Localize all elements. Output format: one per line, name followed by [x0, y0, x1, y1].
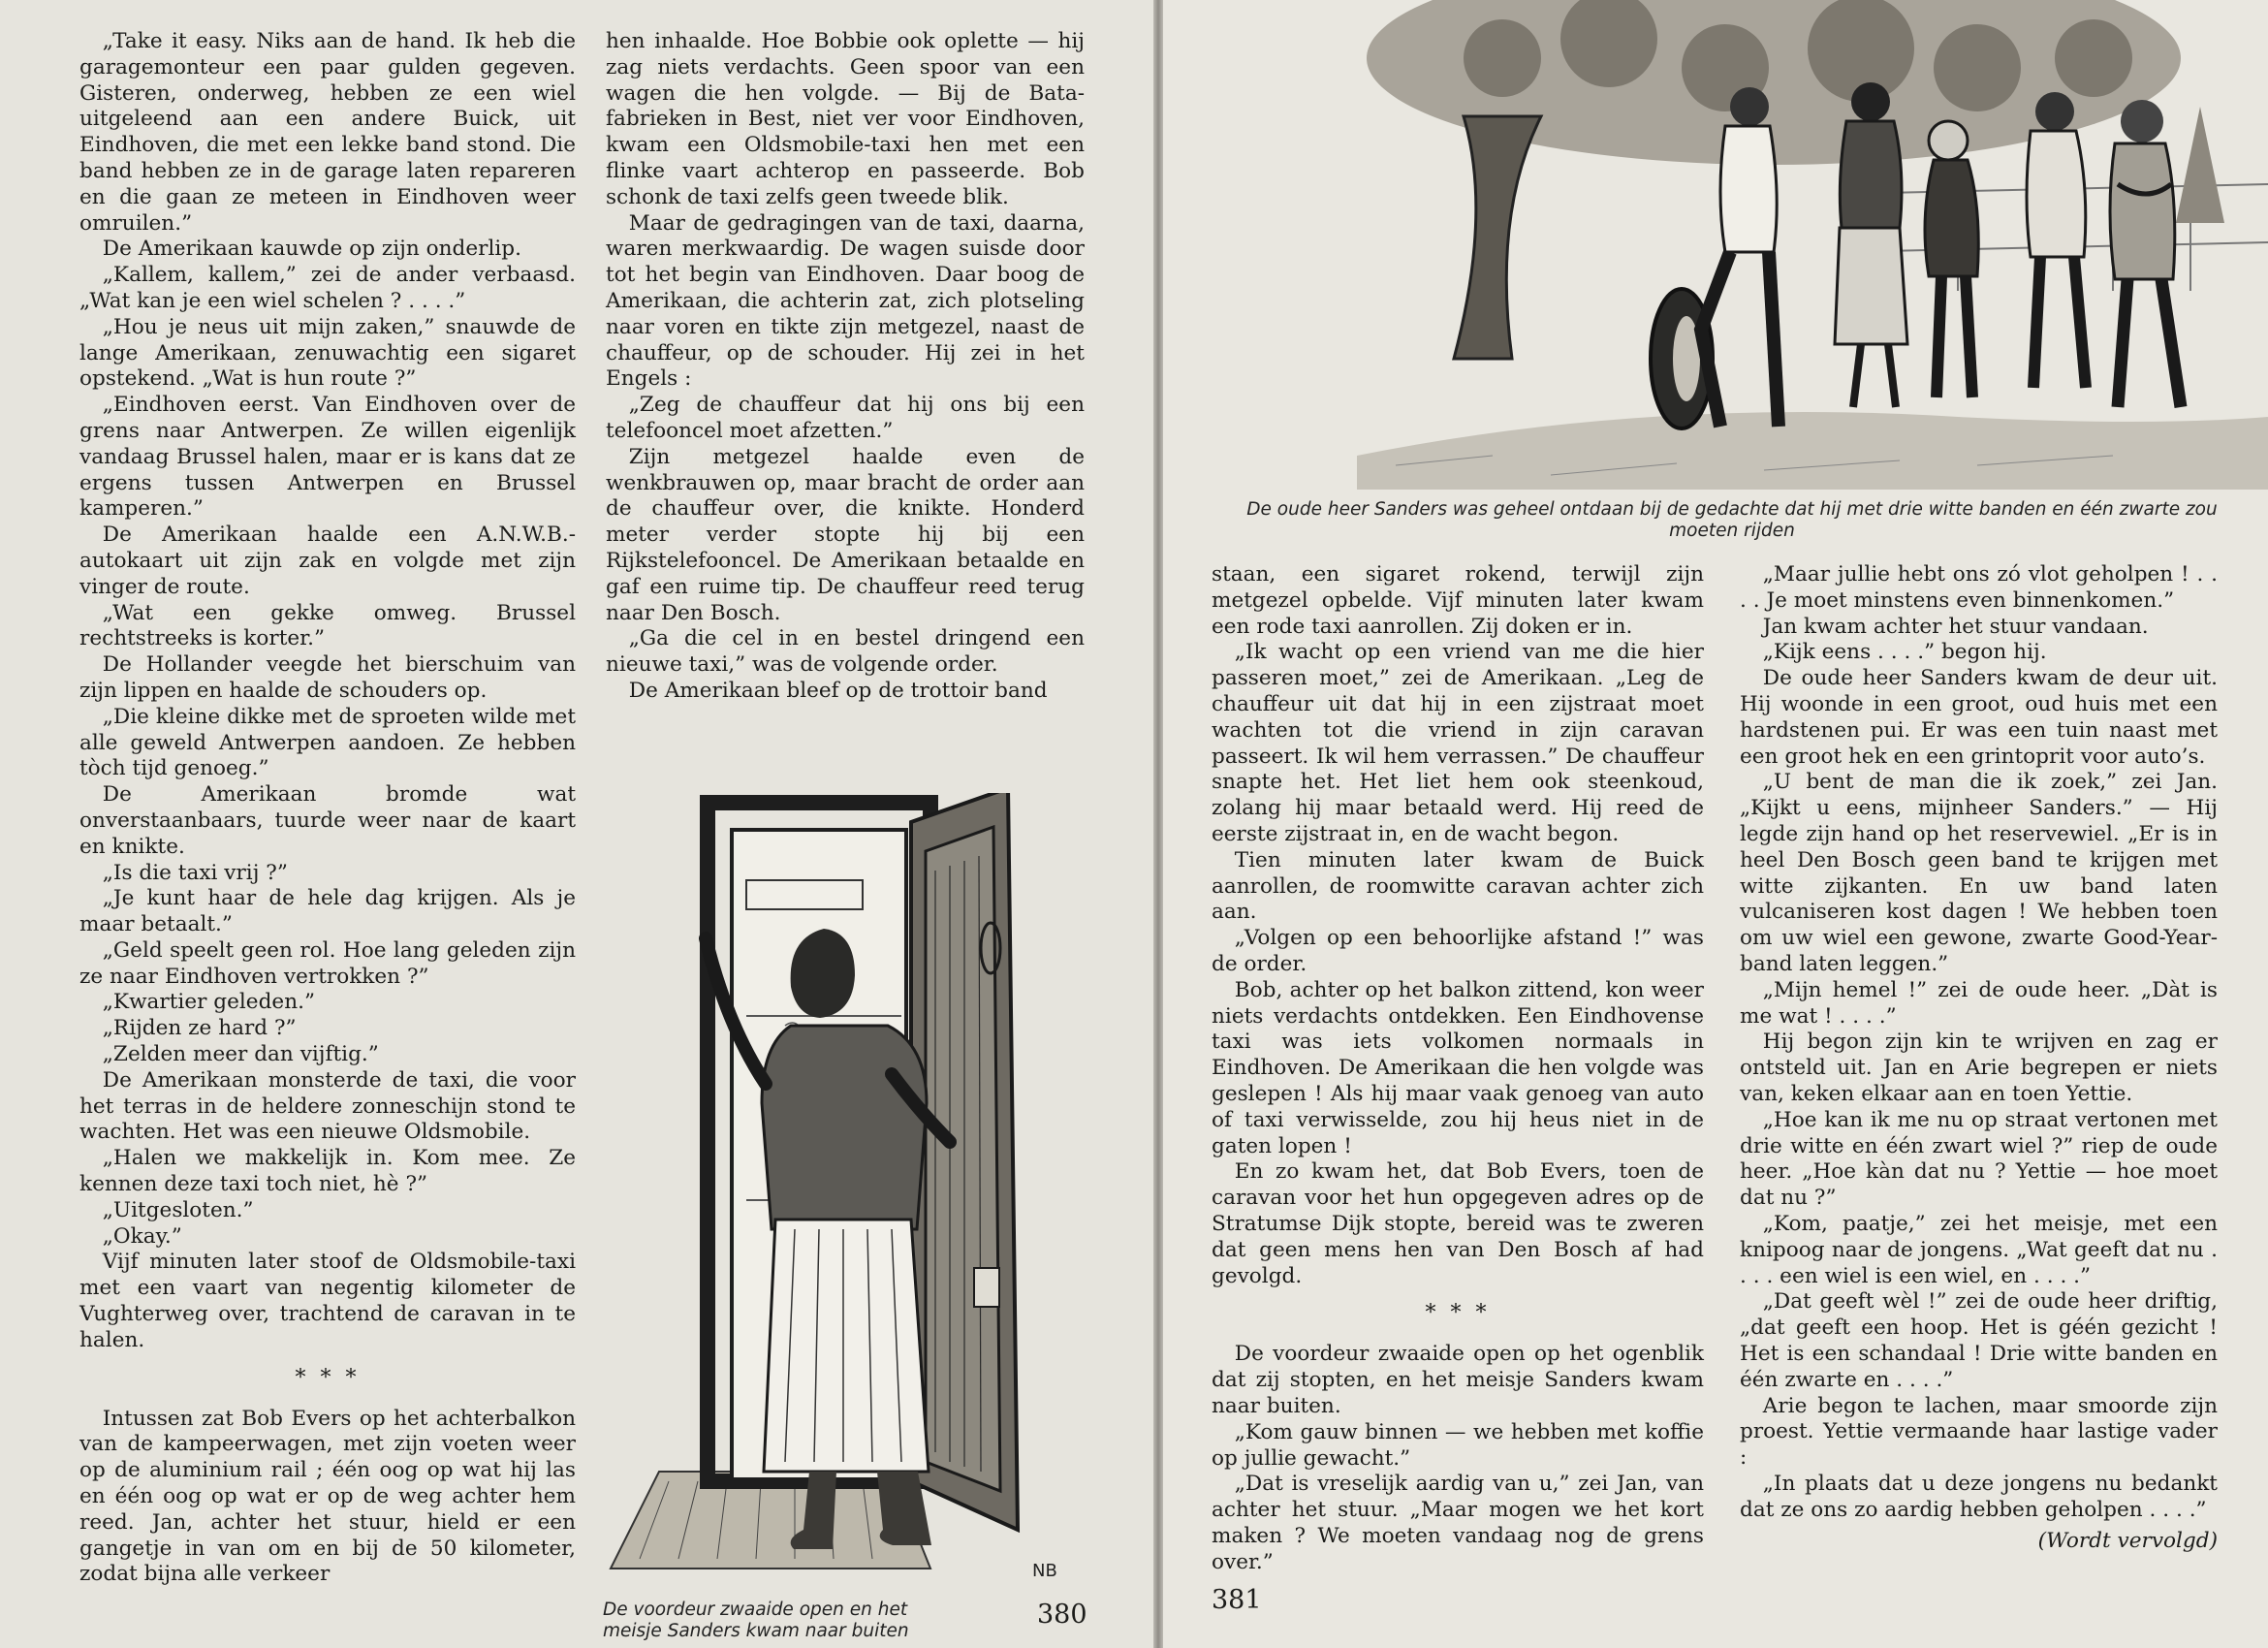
section-break: * * *: [295, 1365, 361, 1390]
paragraph: „Hoe kan ik me nu op straat vertonen met drie witte en één zwart wiel ?” riep de oude heer. „Hoe kàn dat nu ? Yettie — hoe moet dat nu ?”: [1740, 1107, 2218, 1211]
book-gutter: [1153, 0, 1163, 1648]
paragraph: De Amerikaan kauwde op zijn onderlip.: [102, 237, 521, 262]
continued-note: (Wordt vervolgd): [2037, 1529, 2218, 1554]
paragraph: Zijn metgezel haalde even de wenkbrauwen op, maar bracht de order aan de chauffeur over, die knikte. Honderd meter verder stopte hij bij een Rijkstelefooncel. De Amerikaan betaalde en gaf een ruime tip. De chauffeur reed terug naar Den Bosch.: [606, 444, 1085, 625]
paragraph: „Kwartier geleden.”: [102, 990, 315, 1015]
left-column-1: [79, 29, 576, 1588]
page-number-left: 380: [1037, 1600, 1087, 1630]
paragraph: „Eindhoven eerst. Van Eindhoven over de grens naar Antwerpen. Ze willen eigenlijk vandaag Brussel halen, maar er is kans dat ze ergens tussen Antwerpen en Brussel kamperen.”: [79, 393, 576, 522]
paragraph: Vijf minuten later stoof de Oldsmobile-taxi met een vaart van negentig kilometer de Vughterweg over, trachtend de caravan in te halen.: [79, 1250, 576, 1352]
paragraph: Arie begon te lachen, maar smoorde zijn proest. Yettie vermaande haar lastige vader :: [1740, 1393, 2218, 1471]
right-column-1-paragraphs: [1212, 562, 1704, 1289]
paragraph: De Amerikaan haalde een A.N.W.B.-autokaart uit zijn zak en volgde met zijn vinger de route.: [79, 523, 576, 599]
paragraph: „Kom gauw binnen — we hebben met koffie op jullie gewacht.”: [1212, 1419, 1704, 1471]
right-illustration-caption: De oude heer Sanders was geheel ontdaan bij de gedachte dat hij met drie witte banden en één zwarte zou moeten rijden: [1246, 499, 2218, 541]
paragraph: De voordeur zwaaide open op het ogenblik dat zij stopten, en het meisje Sanders kwam naar buiten.: [1212, 1342, 1704, 1418]
paragraph: „Hou je neus uit mijn zaken,” snauwde de lange Amerikaan, zenuwachtig een sigaret opstekend. „Wat is hun route ?”: [79, 314, 576, 392]
paragraph: „Kom, paatje,” zei het meisje, met een knipoog naar de jongens. „Wat geeft dat nu . . . . een wiel is een wiel, en . . . .”: [1740, 1211, 2218, 1288]
paragraph: „Ik wacht op een vriend van me die hier passeren moet,” zei de Amerikaan. „Leg de chauffeur uit dat hij in een zijstraat moet wachten tot die vriend in zijn caravan passeert. Ik wil hem verrassen.” De chauffeur snapte het. Het liet hem ook steenkoud, zolang hij maar betaald werd. Hij reed de eerste zijstraat in, en de wacht begon.: [1212, 640, 1704, 846]
left-column-1-paragraphs: [79, 29, 576, 1354]
artist-signature: NB: [1032, 1561, 1057, 1581]
paragraph: En zo kwam het, dat Bob Evers, toen de caravan voor het hun opgegeven adres op de Stratumse Dijk stopte, bereid was te zweren dat geen mens hen van Den Bosch af had gevolgd.: [1212, 1159, 1704, 1288]
paragraph: „Die kleine dikke met de sproeten wilde met alle geweld Antwerpen aandoen. Ze hebben tòch tijd genoeg.”: [79, 704, 576, 781]
paragraph: „Okay.”: [102, 1223, 182, 1249]
paragraph: „Je kunt haar de hele dag krijgen. Als je maar betaalt.”: [79, 886, 576, 937]
paragraph: „Zelden meer dan vijftig.”: [102, 1042, 379, 1067]
paragraph: De Amerikaan bromde wat onverstaanbaars, tuurde weer naar de kaart en knikte.: [79, 782, 576, 859]
paragraph: „Kijk eens . . . .” begon hij.: [1762, 640, 2047, 665]
paragraph: „Uitgesloten.”: [102, 1197, 254, 1222]
paragraph: De Hollander veegde het bierschuim van zijn lippen en haalde de schouders op.: [79, 652, 576, 703]
paragraph: hen inhaalde. Hoe Bobbie ook oplette — hij zag niets verdachts. Geen spoor van een wagen die hen volgde. — Bij de Bata-fabrieken in Best, niet ver voor Eindhoven, kwam een Oldsmobile-taxi hen met een flinke vaart achterop en passeerde. Bob schonk de taxi zelfs geen tweede blik.: [606, 29, 1085, 209]
left-column-1-continued: [79, 1407, 576, 1589]
door-illustration: [601, 793, 1086, 1598]
left-column-2-paragraphs: [606, 29, 1085, 705]
page-number-right: 381: [1212, 1585, 1262, 1615]
paragraph: „Dat is vreselijk aardig van u,” zei Jan, van achter het stuur. „Maar mogen we het kort maken ? We moeten vandaag nog de grens over.”: [1212, 1472, 1704, 1574]
paragraph: „Zeg de chauffeur dat hij ons bij een telefooncel moet afzetten.”: [606, 393, 1085, 443]
paragraph: „Wat een gekke omweg. Brussel rechtstreeks is korter.”: [79, 600, 576, 651]
paragraph: „Is die taxi vrij ?”: [102, 860, 288, 885]
paragraph: De Amerikaan monsterde de taxi, die voor het terras in de heldere zonneschijn stond te wachten. Het was een nieuwe Oldsmobile.: [79, 1067, 576, 1145]
paragraph: „Ga die cel in en bestel dringend een nieuwe taxi,” was de volgende order.: [606, 626, 1085, 678]
paragraph: staan, een sigaret rokend, terwijl zijn metgezel opbelde. Vijf minuten later kwam een rode taxi aanrollen. Zij doken er in.: [1212, 562, 1704, 639]
paragraph: „Take it easy. Niks aan de hand. Ik heb die garagemonteur een paar gulden gegeven. Gisteren, onderweg, hebben ze een wiel uitgeleend aan een andere Buick, uit Eindhoven, die met een lekke band stond. Die band hebben ze in de garage laten repareren en die gaan ze meteen in Eindhoven weer omruilen.”: [79, 29, 576, 236]
paragraph: Maar de gedragingen van de taxi, daarna, waren merkwaardig. De wagen suisde door tot het begin van Eindhoven. Daar boog de Amerikaan, die achterin zat, zich plotseling naar voren en tikte zijn metgezel, naast de chauffeur, op de schouder. Hij zei in het Engels :: [606, 210, 1085, 392]
right-column-1-continued: [1212, 1342, 1704, 1575]
paragraph: „Rijden ze hard ?”: [102, 1016, 297, 1041]
left-illustration-caption: De voordeur zwaaide open en het meisje Sanders kwam naar buiten: [603, 1600, 909, 1641]
paragraph: De Amerikaan bleef op de trottoir band: [628, 678, 1048, 703]
right-page: [1163, 0, 2268, 1648]
right-column-1: [1212, 562, 1704, 1575]
tree-group-illustration: [1357, 0, 2268, 490]
left-column-2: [606, 29, 1085, 705]
paragraph: De oude heer Sanders kwam de deur uit. Hij woonde in een groot, oud huis met een hardstenen pui. Er was een tuin naast met een groot hek en een grintoprit voor auto’s.: [1740, 666, 2218, 769]
paragraph: Intussen zat Bob Evers op het achterbalkon van de kampeerwagen, met zijn voeten weer op de aluminium rail ; één oog op wat hij las en één oog op wat er op de weg achter hem reed. Jan, achter het stuur, hield er een gangetje in van om en bij de 50 kilometer, zodat bijna alle verkeer: [79, 1406, 576, 1587]
paragraph: „Kallem, kallem,” zei de ander verbaasd. „Wat kan je een wiel schelen ? . . . .”: [79, 263, 576, 313]
paragraph: „In plaats dat u deze jongens nu bedankt dat ze ons zo aardig hebben geholpen . . . .”: [1740, 1471, 2218, 1522]
paragraph: Bob, achter op het balkon zittend, kon weer niets verdachts ontdekken. Een Eindhovense taxi was iets volkomen normaals in Eindhoven. De Amerikaan die hen volgde was geslepen ! Als hij maar vaak genoeg van auto of taxi verwisselde, zou hij heus niet in de gaten lopen !: [1212, 977, 1704, 1158]
paragraph: „Volgen op een behoorlijke afstand !” was de order.: [1212, 926, 1704, 976]
paragraph: Tien minuten later kwam de Buick aanrollen, de roomwitte caravan achter zich aan.: [1212, 847, 1704, 925]
right-column-2-paragraphs: [1740, 562, 2218, 1523]
section-break: * * *: [1425, 1301, 1491, 1326]
right-column-2: [1740, 562, 2218, 1555]
paragraph: „Geld speelt geen rol. Hoe lang geleden zijn ze naar Eindhoven vertrokken ?”: [79, 937, 576, 989]
paragraph: „Dat geeft wèl !” zei de oude heer driftig, „dat geeft een hoop. Het is géén gezicht ! Het is een schandaal ! Drie witte banden en één zwarte en . . . .”: [1740, 1289, 2218, 1392]
paragraph: „Mijn hemel !” zei de oude heer. „Dàt is me wat ! . . . .”: [1740, 977, 2218, 1029]
paragraph: „Halen we makkelijk in. Kom mee. Ze kennen deze taxi toch niet, hè ?”: [79, 1146, 576, 1197]
paragraph: Hij begon zijn kin te wrijven en zag er ontsteld uit. Jan en Arie begrepen er niets van, keken elkaar aan en toen Yettie.: [1740, 1030, 2218, 1106]
paragraph: „Maar jullie hebt ons zó vlot geholpen ! . . . . Je moet minstens even binnenkomen.”: [1740, 562, 2218, 613]
paragraph: Jan kwam achter het stuur vandaan.: [1762, 614, 2149, 639]
paragraph: „U bent de man die ik zoek,” zei Jan. „Kijkt u eens, mijnheer Sanders.” — Hij legde zijn hand op het reservewiel. „Er is in heel Den Bosch geen band te krijgen met witte zijkanten. En uw band laten vulcaniseren kost dagen ! We hebben toen om uw wiel een gewone, zwarte Good-Year-band laten leggen.”: [1740, 770, 2218, 976]
